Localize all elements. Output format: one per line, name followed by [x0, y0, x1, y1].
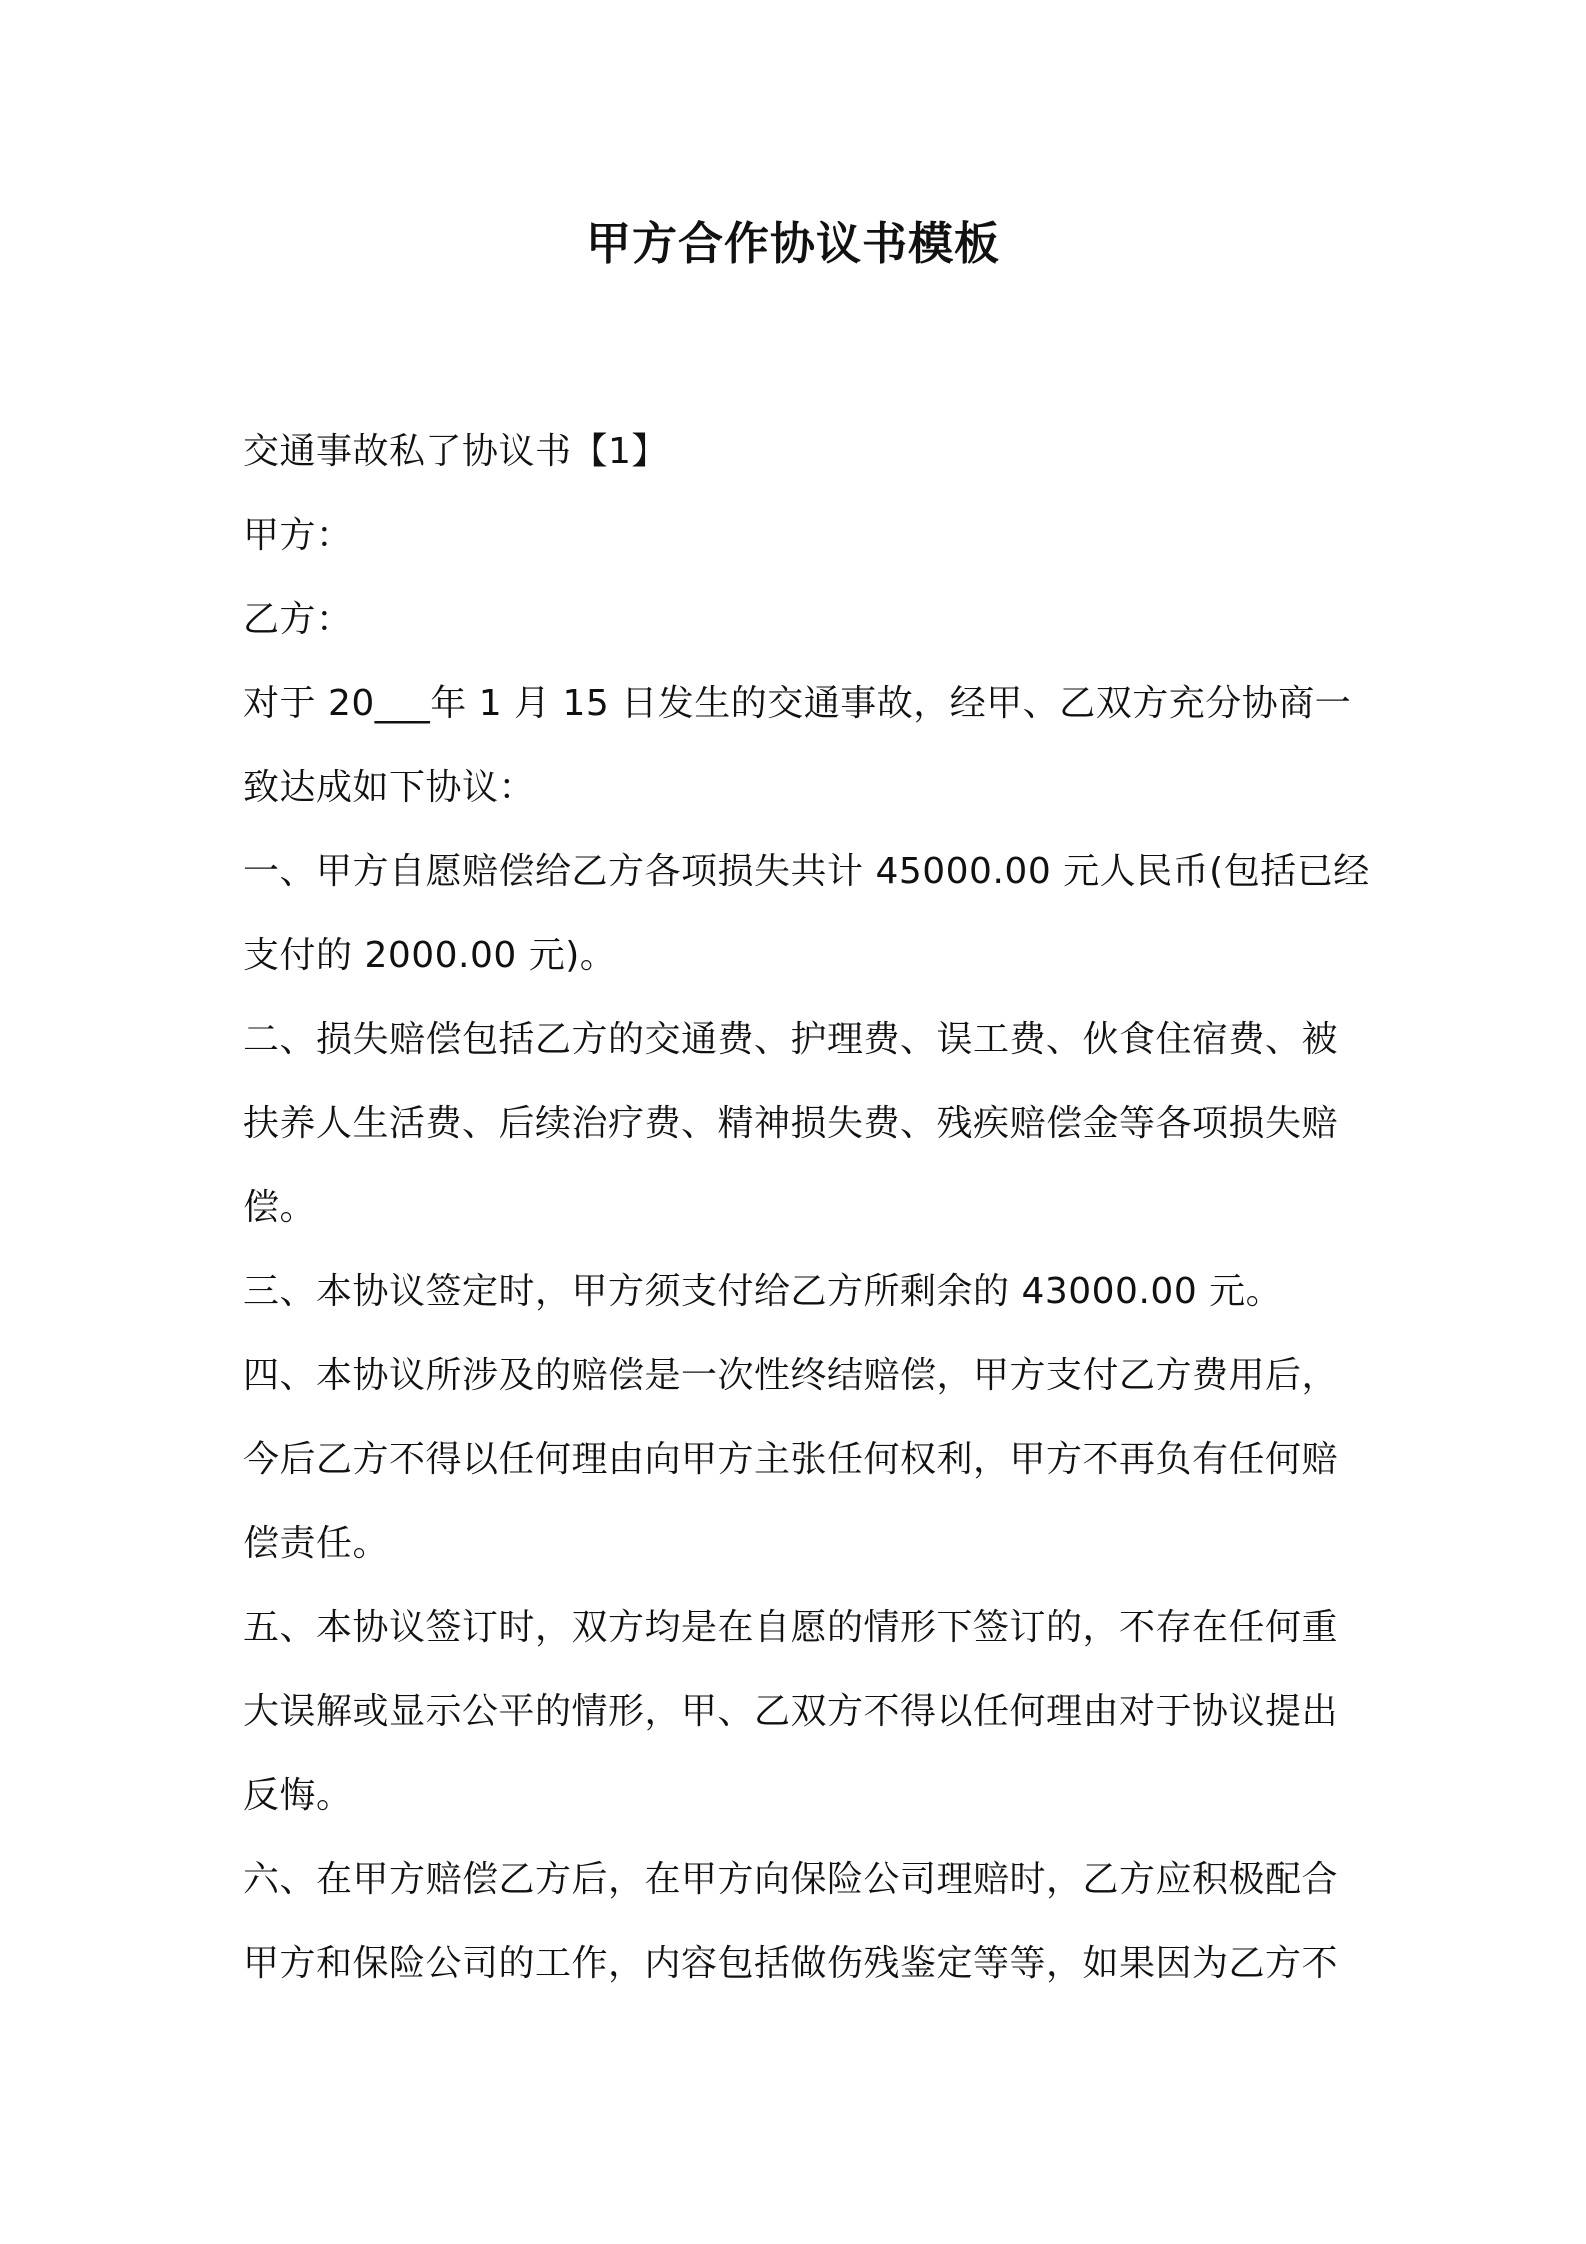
clause-1	[243, 830, 1370, 998]
paragraph-line: 一、甲方自愿赔偿给乙方各项损失共计 45000.00 元人民币(包括已经	[243, 851, 1370, 892]
paragraph-line: 偿责任。	[243, 1523, 390, 1564]
agreement-heading: 交通事故私了协议书【1】	[243, 431, 668, 472]
paragraph-line: 二、损失赔偿包括乙方的交通费、护理费、误工费、伙食住宿费、被	[243, 1019, 1339, 1060]
clause-2	[243, 998, 1363, 1250]
paragraph-line: 对于 20___年 1 月 15 日发生的交通事故，经甲、乙双方充分协商一	[243, 683, 1352, 724]
intro-paragraph	[243, 662, 1363, 830]
paragraph-line: 六、在甲方赔偿乙方后，在甲方向保险公司理赔时，乙方应积极配合	[243, 1859, 1339, 1900]
party-b-line: 乙方：	[243, 599, 353, 640]
paragraph-line: 今后乙方不得以任何理由向甲方主张任何权利，甲方不再负有任何赔	[243, 1439, 1339, 1480]
paragraph-line: 反悔。	[243, 1775, 353, 1816]
paragraph-line: 偿。	[243, 1187, 317, 1228]
document-body	[243, 410, 1370, 2006]
paragraph-line: 扶养人生活费、后续治疗费、精神损失费、残疾赔偿金等各项损失赔	[243, 1103, 1339, 1144]
clause-4	[243, 1334, 1363, 1586]
clause-5	[243, 1586, 1363, 1838]
paragraph-line: 三、本协议签定时，甲方须支付给乙方所剩余的 43000.00 元。	[243, 1271, 1283, 1312]
party-a-line: 甲方：	[243, 515, 353, 556]
paragraph-line: 甲方和保险公司的工作，内容包括做伤残鉴定等等，如果因为乙方不	[243, 1943, 1339, 1984]
paragraph-line: 大误解或显示公平的情形，甲、乙双方不得以任何理由对于协议提出	[243, 1691, 1339, 1732]
clause-6	[243, 1838, 1363, 2006]
document-title: 甲方合作协议书模板	[585, 217, 1000, 270]
paragraph-line: 致达成如下协议：	[243, 767, 536, 808]
paragraph-line: 四、本协议所涉及的赔偿是一次性终结赔偿，甲方支付乙方费用后，	[243, 1355, 1339, 1396]
paragraph-line: 五、本协议签订时，双方均是在自愿的情形下签订的，不存在任何重	[243, 1607, 1339, 1648]
clause-3	[243, 1250, 1363, 1334]
paragraph-line: 支付的 2000.00 元)。	[243, 935, 617, 976]
